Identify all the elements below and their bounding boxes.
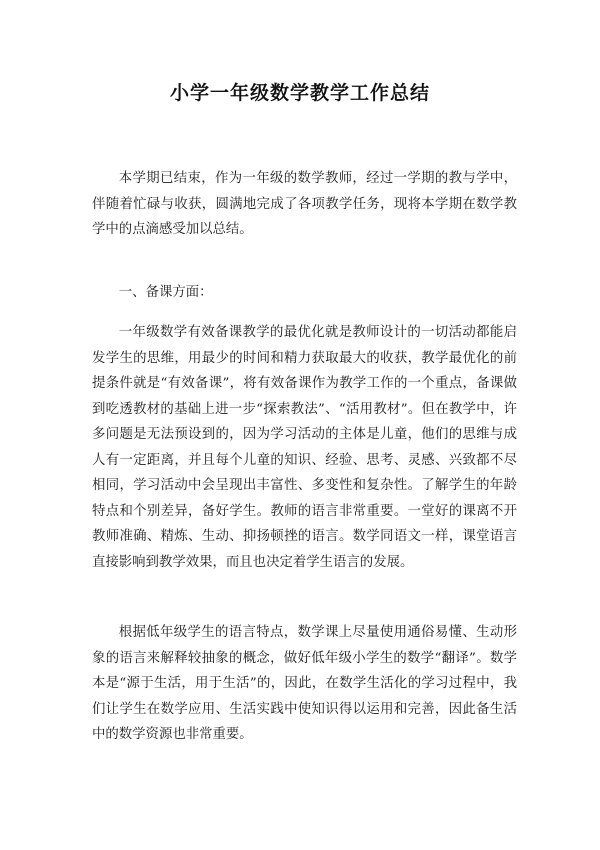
document-title: 小学一年级数学教学工作总结	[169, 82, 430, 104]
language-paragraph: 根据低年级学生的语言特点，数学课上尽量使用通俗易懂、生动形象的语言来解释较抽象的概念，做好低年级小学生的数学“翻译”。数学本是“源于生活，用于生活”的，因此，在数学生活化的学习过程中，我们让学生在数学应用、生活实践中使知识得以运用和完善，因此备生活中的数学资源也非常重要。	[92, 625, 517, 742]
intro-paragraph: 本学期已结束，作为一年级的数学教师，经过一学期的教与学中，伴随着忙碌与收获，圆满地完成了各项教学任务，现将本学期在数学教学中的点滴感受加以总结。	[92, 171, 517, 237]
section-heading-lesson-prep: 一、备课方面：	[118, 285, 213, 300]
lesson-prep-paragraph: 一年级数学有效备课教学的最优化就是教师设计的一切活动都能启发学生的思维，用最少的时间和精力获取最大的收获，教学最优化的前提条件就是“有效备课”，将有效备课作为教学工作的一个重点，备课做到吃透教材的基础上进一步“探索教法”、“活用教材”。但在教学中，许多问题是无法预设到的，因为学习活动的主体是儿童，他们的思维与成人有一定距离，并且每个儿童的知识、经验、思考、灵感、兴致都不尽相同，学习活动中会呈现出丰富性、多变性和复杂性。了解学生的年龄特点和个别差异，备好学生。教师的语言非常重要。一堂好的课离不开教师准确、精炼、生动、抑扬顿挫的语言。数学同语文一样，课堂语言直接影响到教学效果，而且也决定着学生语言的发展。	[92, 325, 517, 570]
